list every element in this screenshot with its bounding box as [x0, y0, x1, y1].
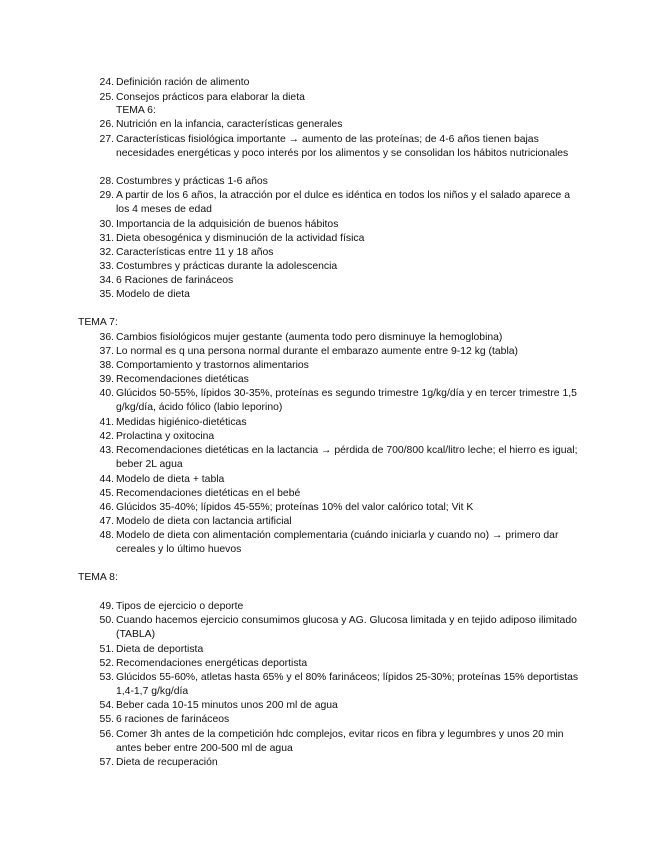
- list-item-text: Características entre 11 y 18 años: [116, 247, 274, 258]
- list-item-number: 32.: [99, 247, 114, 258]
- list-item-number: 44.: [99, 474, 114, 485]
- list-item-text: Recomendaciones dietéticas en el bebé: [116, 488, 301, 499]
- list-item-text: Características fisiológica importante → aumento de las proteínas; de 4-6 años tienen bajas necesidades energéticas y poco interés por los alimentos y se consolidan los hábitos nutricionales: [116, 134, 569, 160]
- list-item-number: 25.: [99, 92, 114, 103]
- list-item-number: 56.: [99, 729, 114, 740]
- list-item-text: Lo normal es q una persona normal durante el embarazo aumente entre 9-12 kg (tabla): [116, 346, 519, 357]
- list-item-number: 45.: [99, 488, 114, 499]
- list-item-number: 34.: [99, 275, 114, 286]
- list-item-text: Cuando hacemos ejercicio consumimos glucosa y AG. Glucosa limitada y en tejido adiposo ilimitado (TABLA): [116, 615, 577, 641]
- list-item-text: 6 Raciones de farináceos: [116, 275, 234, 286]
- list-item-number: 54.: [99, 700, 114, 711]
- list-item-number: 31.: [99, 233, 114, 244]
- list-item-number: 49.: [99, 601, 114, 612]
- list-item-text: Nutrición en la infancia, características generales: [116, 119, 343, 130]
- list-item-text: Recomendaciones dietéticas: [116, 374, 249, 385]
- list-item-text: Consejos prácticos para elaborar la dieta: [116, 92, 305, 103]
- list-item-number: 29.: [99, 190, 114, 201]
- list-item-number: 50.: [99, 615, 114, 626]
- list-item-number: 47.: [99, 516, 114, 527]
- list-item-text: Definición ración de alimento: [116, 77, 250, 88]
- list-item-text: Modelo de dieta con alimentación complementaria (cuándo iniciarla y cuando no) → primero dar cereales y lo último huevos: [116, 530, 559, 556]
- list-item-text: Modelo de dieta con lactancia artificial: [116, 516, 292, 527]
- list-item-text: Medidas higiénico-dietéticas: [116, 417, 247, 428]
- list-item-text: Tipos de ejercicio o deporte: [116, 601, 244, 612]
- list-item-text: Glúcidos 55-60%, atletas hasta 65% y el 80% farináceos; lípidos 25-30%; proteínas 15% deportistas 1,4-1,7 g/kg/día: [116, 672, 579, 698]
- tema-7-heading: TEMA 7:: [78, 317, 118, 328]
- list-item-text: Dieta de recuperación: [116, 757, 218, 768]
- list-item-number: 24.: [99, 77, 114, 88]
- list-item-number: 30.: [99, 219, 114, 230]
- list-item-number: 41.: [99, 417, 114, 428]
- list-item-number: 46.: [99, 502, 114, 513]
- list-item-text: Costumbres y prácticas 1-6 años: [116, 176, 268, 187]
- list-item-number: 40.: [99, 388, 114, 399]
- list-item-number: 53.: [99, 672, 114, 683]
- list-item-text: 6 raciones de farináceos: [116, 714, 230, 725]
- list-item-number: 51.: [99, 644, 114, 655]
- list-item-number: 42.: [99, 431, 114, 442]
- list-item-number: 33.: [99, 261, 114, 272]
- list-item-number: 26.: [99, 119, 114, 130]
- list-item-number: 37.: [99, 346, 114, 357]
- list-item-number: 57.: [99, 757, 114, 768]
- tema-6-heading: TEMA 6:: [116, 105, 156, 116]
- list-item-number: 38.: [99, 360, 114, 371]
- list-item-text: Dieta obesogénica y disminución de la actividad física: [116, 233, 365, 244]
- list-item-number: 39.: [99, 374, 114, 385]
- list-item-number: 36.: [99, 332, 114, 343]
- list-item-text: Cambios fisiológicos mujer gestante (aumenta todo pero disminuye la hemoglobina): [116, 332, 503, 343]
- list-item-text: A partir de los 6 años, la atracción por el dulce es idéntica en todos los niños y el salado aparece a los 4 meses de edad: [116, 190, 571, 216]
- list-item-number: 28.: [99, 176, 114, 187]
- list-item-text: Glúcidos 35-40%; lípidos 45-55%; proteínas 10% del valor calórico total; Vit K: [116, 502, 474, 513]
- list-item-number: 52.: [99, 658, 114, 669]
- tema-8-heading: TEMA 8:: [78, 572, 118, 583]
- list-item-text: Importancia de la adquisición de buenos hábitos: [116, 219, 339, 230]
- list-item-text: Comportamiento y trastornos alimentarios: [116, 360, 309, 371]
- list-item-number: 48.: [99, 530, 114, 541]
- list-item-text: Modelo de dieta + tabla: [116, 474, 225, 485]
- list-item-text: Recomendaciones dietéticas en la lactancia → pérdida de 700/800 kcal/litro leche; el hierro es igual; beber 2L agua: [116, 445, 578, 471]
- list-item-number: 35.: [99, 289, 114, 300]
- list-item-text: Prolactina y oxitocina: [116, 431, 215, 442]
- list-item-number: 43.: [99, 445, 114, 456]
- list-item-text: Costumbres y prácticas durante la adolescencia: [116, 261, 338, 272]
- list-item-text: Modelo de dieta: [116, 289, 190, 300]
- list-item-text: Glúcidos 50-55%, lípidos 30-35%, proteínas es segundo trimestre 1g/kg/día y en tercer trimestre 1,5 g/kg/día, ácido fólico (labio leporino): [116, 388, 577, 414]
- list-item-text: Beber cada 10-15 minutos unos 200 ml de agua: [116, 700, 338, 711]
- list-item-text: Dieta de deportista: [116, 644, 204, 655]
- list-item-text: Comer 3h antes de la competición hdc complejos, evitar ricos en fibra y legumbres y unos 20 min antes beber entre 200-500 ml de agua: [116, 729, 564, 755]
- list-item-number: 27.: [99, 134, 114, 145]
- list-item-text: Recomendaciones energéticas deportista: [116, 658, 308, 669]
- list-item-number: 55.: [99, 714, 114, 725]
